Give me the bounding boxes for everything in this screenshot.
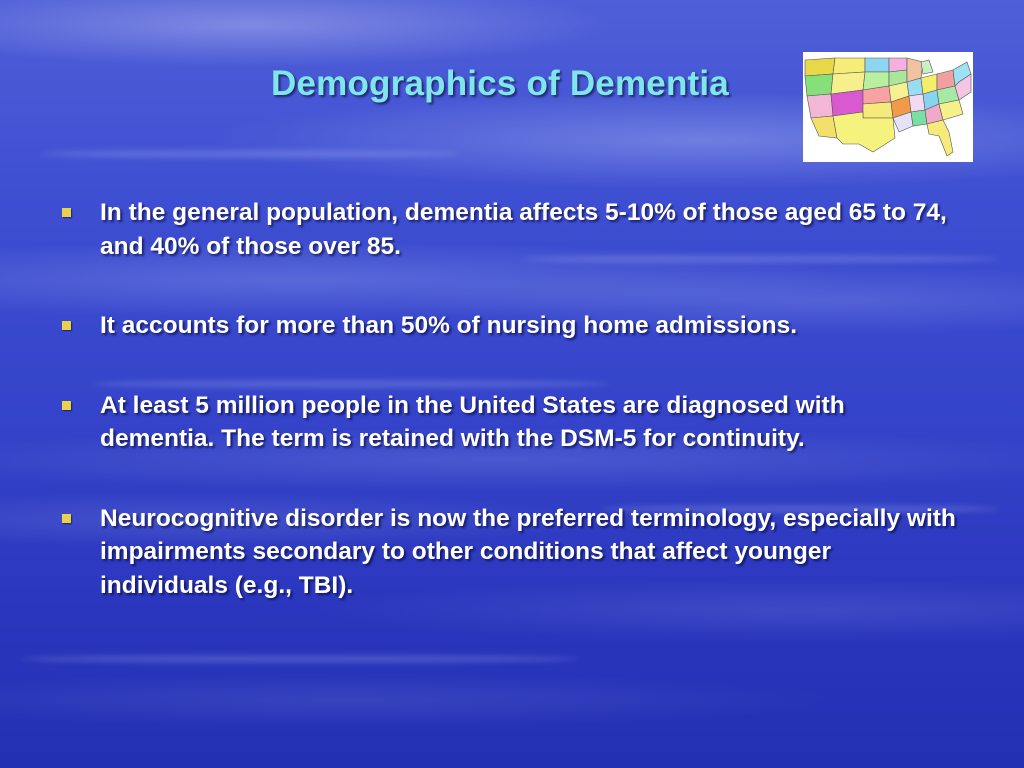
bullet-list [62, 196, 962, 602]
us-states-map-image [803, 52, 973, 162]
bullet-item [62, 389, 962, 456]
us-map-icon [803, 52, 973, 162]
slide-title: Demographics of Dementia [271, 64, 729, 103]
bullet-text: Neurocognitive disorder is now the preferred terminology, especially with impairments secondary to other conditions that affect younger individuals (e.g., TBI). [100, 504, 956, 599]
bullet-text: In the general population, dementia affects 5-10% of those aged 65 to 74, and 40% of those over 85. [100, 199, 947, 260]
bullet-text: It accounts for more than 50% of nursing home admissions. [100, 312, 798, 339]
bullet-square-icon [62, 514, 71, 523]
background-cloud-streak [40, 150, 460, 158]
bullet-item [62, 502, 962, 603]
bullet-square-icon [62, 401, 71, 410]
bullet-item [62, 309, 962, 343]
bullet-item [62, 196, 962, 263]
bullet-text: At least 5 million people in the United States are diagnosed with dementia. The term is retained with the DSM-5 for continuity. [100, 391, 845, 452]
bullet-square-icon [62, 208, 71, 217]
bullet-square-icon [62, 321, 71, 330]
background-cloud-streak [20, 655, 580, 663]
